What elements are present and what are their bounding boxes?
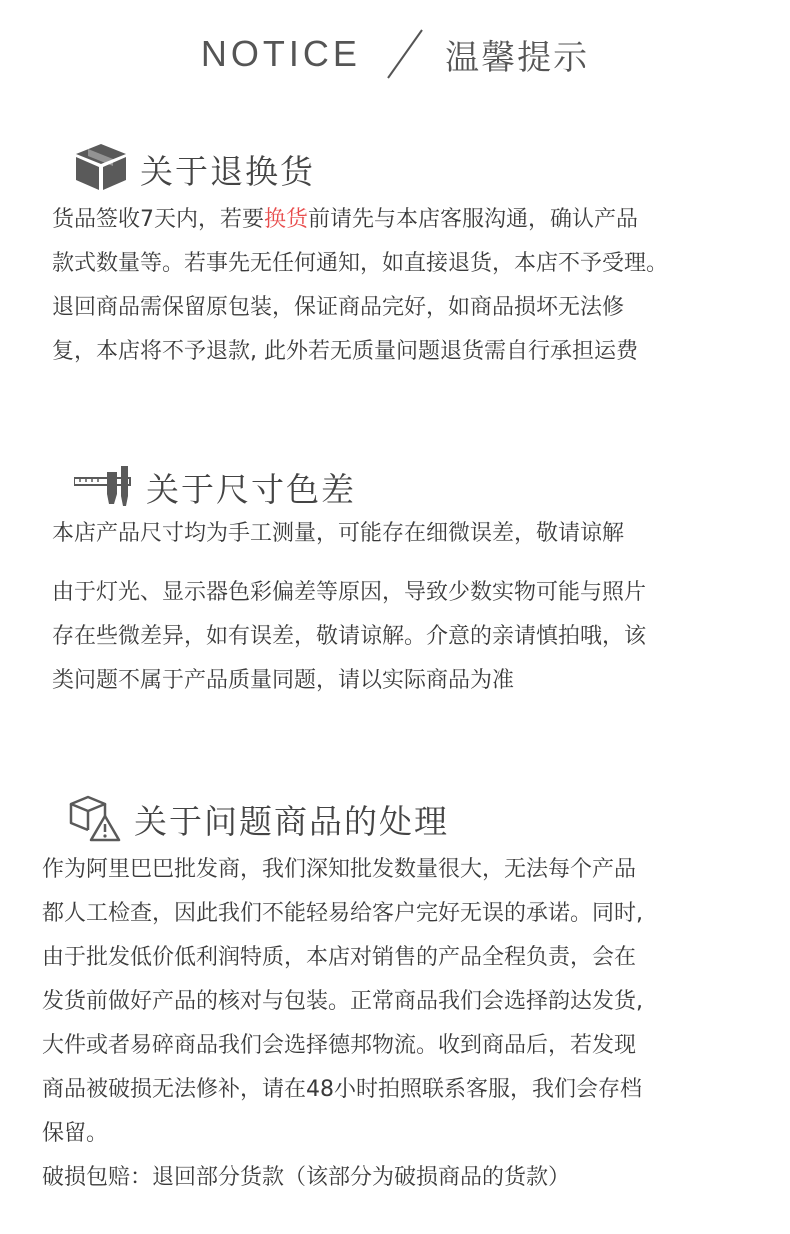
paragraph-line: 都人工检查，因此我们不能轻易给客户完好无误的承诺。同时, (42, 901, 643, 926)
line-segment: 前请先与本店客服沟通，确认产品 (308, 207, 639, 232)
paragraph-line: 由于批发低价低利润特质，本店对销售的产品全程负责，会在 (42, 945, 637, 970)
paragraph-line: 大件或者易碎商品我们会选择德邦物流。收到商品后，若发现 (42, 1033, 637, 1058)
notice-title-cn: 温馨提示 (445, 37, 590, 78)
section-title-text: 关于退换货 (140, 152, 315, 191)
paragraph-line: 商品被破损无法修补，请在48小时拍照联系客服，我们会存档 (42, 1077, 642, 1102)
caliper-icon (74, 464, 134, 514)
paragraph-line: 本店产品尺寸均为手工测量，可能存在细微误差，敬请谅解 (52, 521, 625, 546)
paragraph-line: 由于灯光、显示器色彩偏差等原因，导致少数实物可能与照片 (52, 580, 647, 605)
damaged-box-warning-icon (68, 794, 122, 844)
paragraph-line: 退回商品需保留原包装，保证商品完好，如商品损坏无法修 (52, 295, 625, 320)
slash-divider (382, 28, 426, 80)
paragraph-line (52, 198, 668, 242)
returns-paragraph (52, 198, 668, 374)
size-paragraph-1 (52, 512, 624, 556)
paragraph-line: 作为阿里巴巴批发商，我们深知批发数量很大，无法每个产品 (42, 857, 637, 882)
paragraph-line: 类问题不属于产品质量同题，请以实际商品为准 (52, 668, 515, 693)
paragraph-line: 破损包赔：退回部分货款（该部分为破损商品的货款） (42, 1165, 571, 1190)
notice-title-en: NOTICE (200, 33, 361, 74)
section-title-size (74, 460, 534, 508)
paragraph-line: 发货前做好产品的核对与包装。正常商品我们会选择韵达发货, (42, 989, 643, 1014)
highlight-exchange: 换货 (264, 207, 309, 232)
paragraph-line: 存在些微差异，如有误差，敬请谅解。介意的亲请慎拍哦，该 (52, 624, 647, 649)
section-title-problem-goods (68, 792, 568, 840)
section-title-returns (74, 142, 534, 190)
problem-goods-paragraph (42, 848, 643, 1200)
section-title-text: 关于尺寸色差 (146, 470, 356, 509)
box-icon (74, 142, 128, 192)
paragraph-line: 款式数量等。若事先无任何通知，如直接退货，本店不予受理。 (52, 251, 669, 276)
section-title-text: 关于问题商品的处理 (134, 802, 449, 841)
paragraph-line: 保留。 (42, 1121, 109, 1146)
paragraph-line: 复，本店将不予退款, 此外若无质量问题退货需自行承担运费 (52, 339, 638, 364)
notice-header (0, 28, 790, 80)
size-paragraph-2 (52, 571, 646, 703)
line-segment: 货品签收7天内，若要 (52, 207, 264, 232)
